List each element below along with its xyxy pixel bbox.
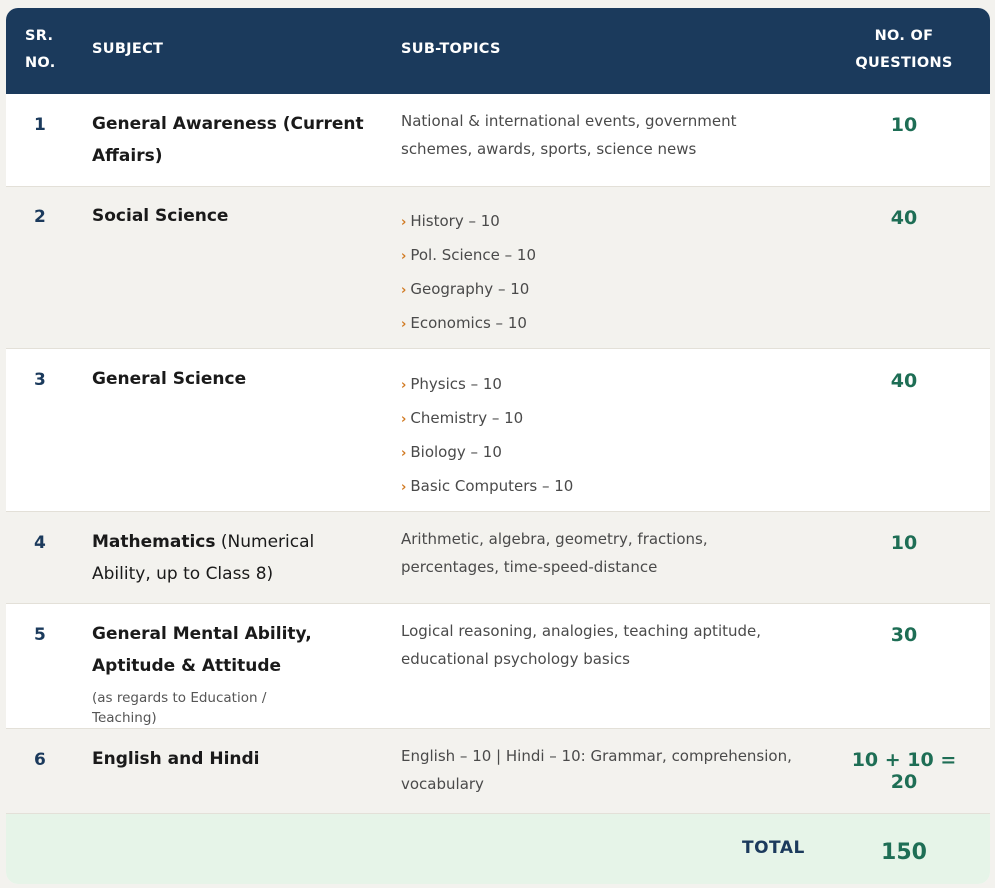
row-sr: 3 [34, 370, 46, 390]
total-label: TOTAL [742, 838, 805, 858]
list-item [401, 273, 801, 307]
row-subject [92, 618, 332, 728]
row-questions: 30 [890, 624, 918, 646]
row-sr: 5 [34, 625, 46, 645]
subject-detail: (Numerical Ability, up to Class 8) [92, 532, 315, 584]
row-sr: 2 [34, 207, 46, 227]
table-row [6, 94, 990, 187]
header-sr-no: SR. NO. [25, 28, 56, 71]
row-sr: 6 [34, 750, 46, 770]
list-item [401, 436, 801, 470]
row-subtopics: National & international events, government schemes, awards, sports, science news [401, 112, 737, 158]
row-questions: 40 [890, 370, 918, 392]
header-questions: NO. OF QUESTIONS [855, 28, 953, 71]
chevron-right-icon: › [401, 480, 407, 495]
subject-bold: Mathematics [92, 532, 216, 552]
list-item [401, 307, 801, 341]
row-subtopics [401, 205, 801, 341]
table-row [6, 512, 990, 604]
row-subject: General Science [92, 369, 247, 389]
subtopic-item: Geography – 10 [410, 280, 530, 298]
syllabus-table [6, 8, 990, 884]
list-item [401, 470, 801, 504]
row-sr: 4 [34, 533, 46, 553]
list-item [401, 239, 801, 273]
list-item [401, 205, 801, 239]
row-subject: Social Science [92, 206, 229, 226]
subtopic-item: Basic Computers – 10 [410, 477, 574, 495]
list-item [401, 368, 801, 402]
table-row [6, 604, 990, 729]
table-row [6, 729, 990, 814]
chevron-right-icon: › [401, 249, 407, 264]
chevron-right-icon: › [401, 215, 407, 230]
chevron-right-icon: › [401, 317, 407, 332]
row-subtopics: Arithmetic, algebra, geometry, fractions, percentages, time-speed-distance [401, 530, 708, 576]
table-row [6, 187, 990, 349]
subtopic-item: Pol. Science – 10 [410, 246, 537, 264]
subtopic-item: Chemistry – 10 [410, 409, 524, 427]
row-questions: 10 [890, 114, 918, 136]
row-subtopics: English – 10 | Hindi – 10: Grammar, comprehension, vocabulary [401, 747, 792, 793]
row-sr: 1 [34, 115, 46, 135]
subtopic-item: Physics – 10 [410, 375, 502, 393]
row-subject: English and Hindi [92, 749, 260, 769]
row-subject: General Awareness (Current Affairs) [92, 114, 364, 166]
subtopic-item: Economics – 10 [410, 314, 527, 332]
row-questions: 10 + 10 = 20 [851, 749, 957, 793]
subject-title: General Mental Ability, Aptitude & Attitude [92, 624, 312, 676]
chevron-right-icon: › [401, 412, 407, 427]
table-header [6, 8, 990, 94]
chevron-right-icon: › [401, 378, 407, 393]
header-subtopics: SUB-TOPICS [401, 41, 501, 57]
row-subject [92, 526, 377, 590]
total-value: 150 [881, 840, 927, 865]
total-row [6, 814, 990, 884]
subtopic-item: Biology – 10 [410, 443, 502, 461]
subject-note: (as regards to Education / Teaching) [92, 690, 267, 726]
row-subtopics: Logical reasoning, analogies, teaching aptitude, educational psychology basics [401, 622, 762, 668]
row-questions: 40 [890, 207, 918, 229]
row-questions: 10 [890, 532, 918, 554]
table-row [6, 349, 990, 512]
header-subject: SUBJECT [92, 41, 164, 57]
row-subtopics [401, 368, 801, 504]
chevron-right-icon: › [401, 446, 407, 461]
list-item [401, 402, 801, 436]
subtopic-item: History – 10 [410, 212, 500, 230]
chevron-right-icon: › [401, 283, 407, 298]
